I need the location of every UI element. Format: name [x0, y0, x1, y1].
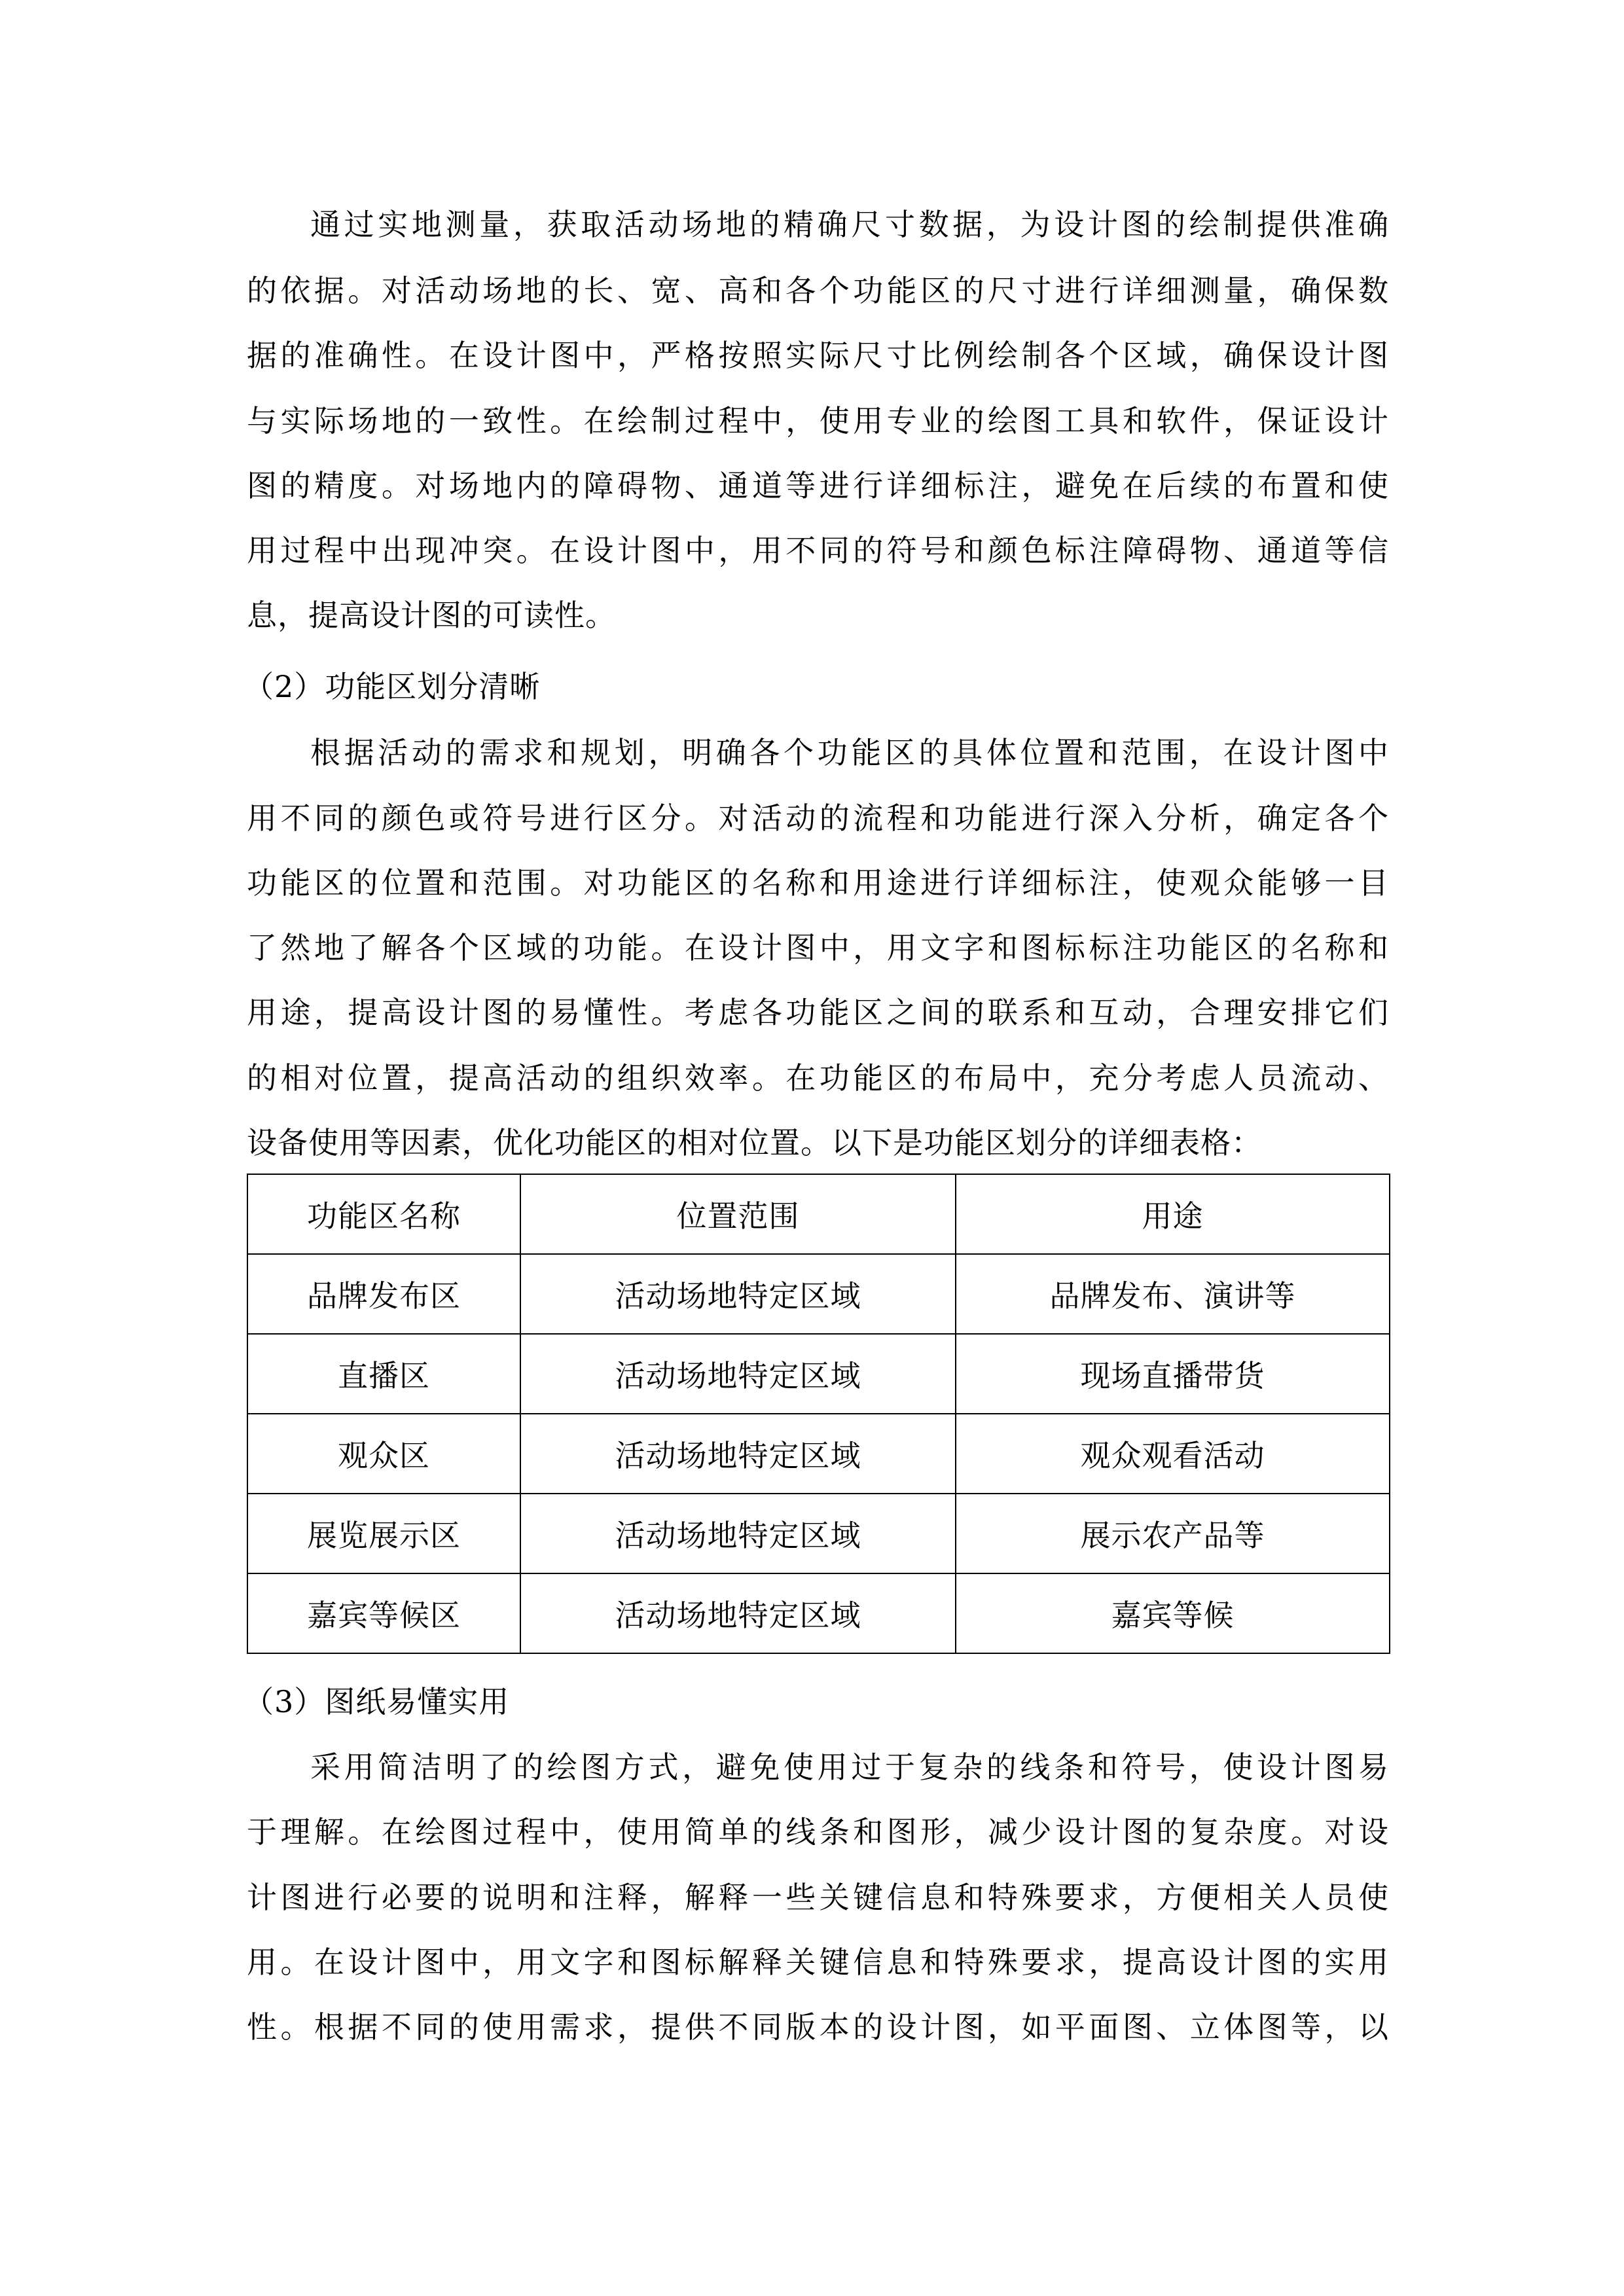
table-cell: 观众观看活动 [956, 1414, 1390, 1494]
section-heading-3: （3）图纸易懂实用 [244, 1684, 510, 1719]
text-line: 设备使用等因素，优化功能区的相对位置。以下是功能区划分的详细表格： [247, 1125, 1262, 1160]
table-cell: 活动场地特定区域 [520, 1573, 956, 1653]
text-line: 用不同的颜色或符号进行区分。对活动的流程和功能进行深入分析，确定各个 [247, 800, 1389, 836]
section-heading-2: （2）功能区划分清晰 [244, 669, 541, 704]
table-cell: 观众区 [247, 1414, 520, 1494]
table-cell: 活动场地特定区域 [520, 1414, 956, 1494]
text-line: 据的准确性。在设计图中，严格按照实际尺寸比例绘制各个区域，确保设计图 [247, 338, 1389, 373]
table-cell: 活动场地特定区域 [520, 1494, 956, 1573]
text-line: 计图进行必要的说明和注释，解释一些关键信息和特殊要求，方便相关人员使 [247, 1880, 1389, 1915]
table-row [247, 1494, 1390, 1573]
functional-zone-table [247, 1174, 1390, 1654]
table-cell: 展示农产品等 [956, 1494, 1390, 1573]
text-line: 的相对位置，提高活动的组织效率。在功能区的布局中，充分考虑人员流动、 [247, 1060, 1389, 1096]
text-line: 用过程中出现冲突。在设计图中，用不同的符号和颜色标注障碍物、通道等信 [247, 533, 1389, 568]
table-row [247, 1334, 1390, 1414]
text-line: 用途，提高设计图的易懂性。考虑各功能区之间的联系和互动，合理安排它们 [247, 995, 1389, 1030]
table-cell: 现场直播带货 [956, 1334, 1390, 1414]
header-cell: 功能区名称 [247, 1174, 520, 1254]
text-line: 根据活动的需求和规划，明确各个功能区的具体位置和范围，在设计图中 [310, 735, 1389, 770]
table-row [247, 1573, 1390, 1653]
table-cell: 品牌发布、演讲等 [956, 1254, 1390, 1334]
table-cell: 嘉宾等候区 [247, 1573, 520, 1653]
table-row [247, 1414, 1390, 1494]
table-header-row [247, 1174, 1390, 1254]
text-line: 性。根据不同的使用需求，提供不同版本的设计图，如平面图、立体图等，以 [247, 2009, 1389, 2045]
text-line: 通过实地测量，获取活动场地的精确尺寸数据，为设计图的绘制提供准确 [310, 207, 1389, 242]
text-line: 的依据。对活动场地的长、宽、高和各个功能区的尺寸进行详细测量，确保数 [247, 273, 1389, 308]
text-line: 采用简洁明了的绘图方式，避免使用过于复杂的线条和符号，使设计图易 [310, 1749, 1389, 1785]
text-line: 与实际场地的一致性。在绘制过程中，使用专业的绘图工具和软件，保证设计 [247, 403, 1389, 439]
table-cell: 嘉宾等候 [956, 1573, 1390, 1653]
table-row [247, 1254, 1390, 1334]
text-line: 用。在设计图中，用文字和图标解释关键信息和特殊要求，提高设计图的实用 [247, 1945, 1389, 1980]
text-line: 功能区的位置和范围。对功能区的名称和用途进行详细标注，使观众能够一目 [247, 865, 1389, 901]
text-line: 图的精度。对场地内的障碍物、通道等进行详细标注，避免在后续的布置和使 [247, 468, 1389, 503]
header-cell: 用途 [956, 1174, 1390, 1254]
header-cell: 位置范围 [520, 1174, 956, 1254]
text-line: 息，提高设计图的可读性。 [247, 598, 616, 633]
table-cell: 品牌发布区 [247, 1254, 520, 1334]
text-line: 于理解。在绘图过程中，使用简单的线条和图形，减少设计图的复杂度。对设 [247, 1814, 1389, 1850]
text-line: 了然地了解各个区域的功能。在设计图中，用文字和图标标注功能区的名称和 [247, 930, 1389, 965]
table-cell: 展览展示区 [247, 1494, 520, 1573]
table-cell: 活动场地特定区域 [520, 1254, 956, 1334]
table-cell: 直播区 [247, 1334, 520, 1414]
table-cell: 活动场地特定区域 [520, 1334, 956, 1414]
